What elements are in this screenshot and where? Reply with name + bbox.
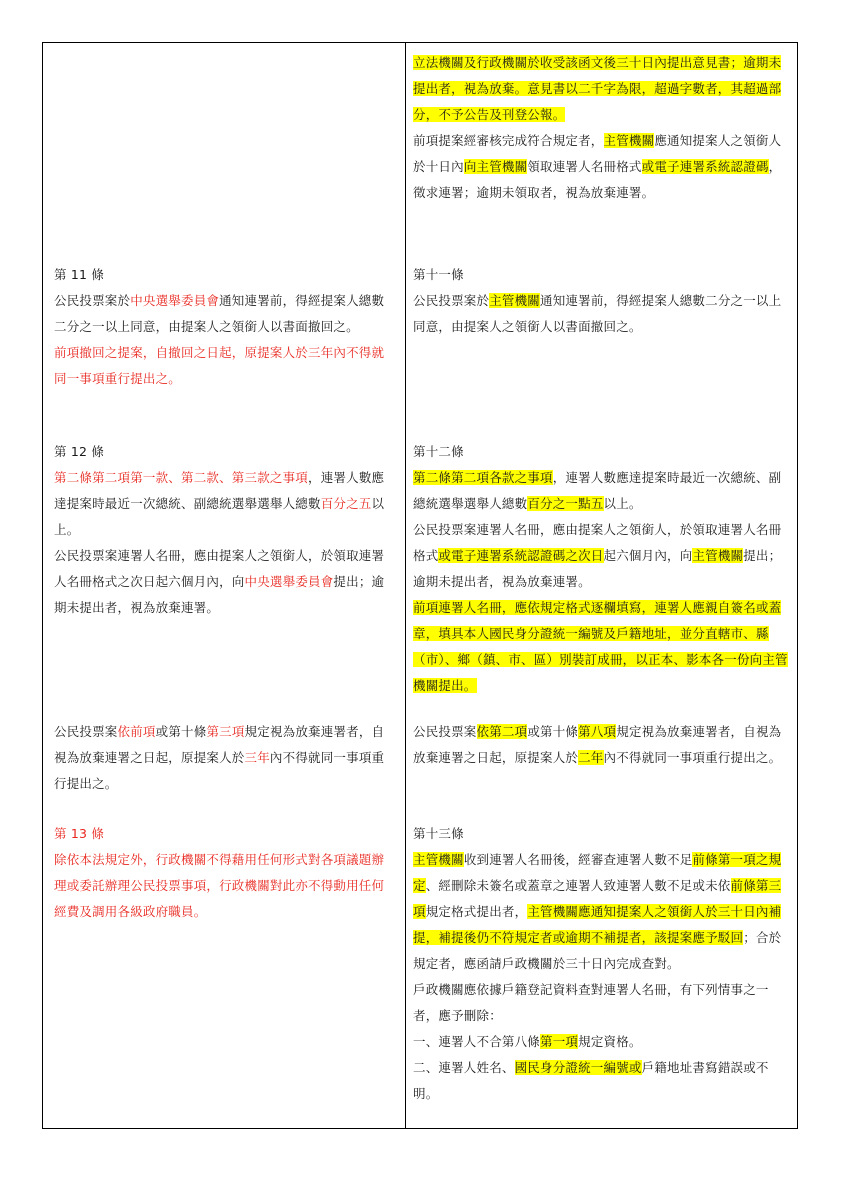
paragraph [54, 719, 393, 797]
text-run: 內不得就同一事項重行提出之。 [54, 750, 385, 791]
paragraph [413, 821, 789, 847]
text-run: 以上。 [54, 496, 385, 537]
text-run: 以上。 [603, 496, 642, 511]
highlighted-text: 百分之一點五 [527, 496, 604, 511]
paragraph [54, 288, 393, 340]
text-run: 通知連署前，得經提案人總數二分之一以上同意，由提案人之領銜人以書面撤回之。 [413, 293, 782, 334]
deleted-text: 中央選舉委員會 [130, 293, 220, 308]
paragraph [54, 262, 393, 288]
highlighted-text: 第二條第二項各款之事項 [413, 470, 553, 485]
highlighted-text: 依第二項 [476, 724, 528, 739]
text-run: 內不得就同一事項重行提出之。 [603, 750, 782, 765]
paragraph [54, 821, 393, 847]
highlighted-text: 主管機關 [692, 548, 744, 563]
text-run: 一、連署人不合第八條 [413, 1034, 541, 1049]
paragraph [413, 1055, 789, 1107]
highlighted-text: 主管機關 [603, 133, 655, 148]
text-run: 或第十條 [155, 724, 207, 739]
text-run: 、經刪除未簽名或蓋章之連署人致連署人數不足或未依 [425, 878, 731, 893]
text-run: 應通知提案人之領銜人於十日內 [413, 133, 782, 174]
highlighted-text: 前條第三項 [413, 878, 782, 919]
text-run: 通知連署前，得經提案人總數二分之一以上同意，由提案人之領銜人以書面撤回之。 [54, 293, 385, 334]
paragraph [54, 340, 393, 392]
highlighted-text: 第一項 [540, 1034, 579, 1049]
paragraph [413, 50, 789, 128]
text-run: 起六個月內，向 [603, 548, 693, 563]
paragraph [413, 847, 789, 977]
text-run: 提出；逾期未提出者，視為放棄連署。 [54, 574, 385, 615]
article-block-l12b [43, 719, 405, 797]
article-block-r10 [406, 50, 797, 206]
text-run: 二、連署人姓名、 [413, 1060, 515, 1075]
text-run: ，徵求連署；逾期未領取者，視為放棄連署。 [413, 159, 782, 200]
highlighted-text: 向主管機關 [463, 159, 528, 174]
article-block-l11 [43, 262, 405, 392]
text-run: 規定格式提出者， [425, 904, 528, 919]
text-run: 領取連署人名冊格式 [527, 159, 642, 174]
article-block-r12 [406, 439, 797, 699]
paragraph [54, 439, 393, 465]
highlighted-text: 前條第一項之規定 [413, 852, 782, 893]
deleted-text: 依前項 [117, 724, 156, 739]
text-run: ；合於規定者，應函請戶政機關於三十日內完成查對。 [413, 930, 782, 971]
text-run: 公民投票案連署人名冊，應由提案人之領銜人，於領取連署人名冊格式之次日起六個月內，向 [54, 548, 385, 589]
text-run: 收到連署人名冊後，經審查連署人數不足 [463, 852, 693, 867]
paragraph [54, 847, 393, 925]
highlighted-text: 主管機關 [489, 293, 541, 308]
text-run: 第 12 條 [54, 444, 105, 459]
article-block-l13 [43, 821, 405, 925]
highlighted-text: 或電子連署系統認證碼之次日 [438, 548, 604, 563]
text-run: 前項提案經審核完成符合規定者， [413, 133, 604, 148]
highlighted-text: 主管機關應通知提案人之領銜人於三十日內補提，補提後仍不符規定者或逾期不補提者，該提案應予駁回 [413, 904, 782, 945]
text-run: 戶籍地址書寫錯誤或不明。 [413, 1060, 769, 1101]
paragraph [413, 977, 789, 1029]
paragraph [54, 543, 393, 621]
highlighted-text: 前項連署人名冊，應依規定格式逐欄填寫，連署人應親自簽名或蓋章，填具本人國民身分證統一編號及戶籍地址，並分直轄市、縣（市）、鄉（鎮、市、區）別裝訂成冊，以正本、影本各一份向主管機關提出。 [413, 600, 788, 693]
paragraph [413, 1029, 789, 1055]
paragraph [413, 262, 789, 288]
text-run: 公民投票案 [54, 724, 118, 739]
text-run: 公民投票案連署人名冊，應由提案人之領銜人，於領取連署人名冊格式 [413, 522, 782, 563]
article-block-r13 [406, 821, 797, 1107]
paragraph [413, 595, 789, 699]
deleted-text: 百分之五 [320, 496, 372, 511]
text-run: 提出；逾期未提出者，視為放棄連署。 [413, 548, 782, 589]
article-block-l12 [43, 439, 405, 621]
text-run: ，連署人數應達提案時最近一次總統、副總統選舉選舉人總數 [413, 470, 782, 511]
text-run: 規定視為放棄連署者，自視為放棄連署之日起，原提案人於 [54, 724, 385, 765]
highlighted-text: 主管機關 [413, 852, 464, 867]
text-run: 第十三條 [413, 826, 464, 841]
text-run: 第十二條 [413, 444, 464, 459]
deleted-text: 前項撤回之提案，自撤回之日起，原提案人於三年內不得就同一事項重行提出之。 [54, 345, 385, 386]
paragraph [413, 719, 789, 771]
text-run: 規定資格。 [578, 1034, 642, 1049]
highlighted-text: 立法機關及行政機關於收受該函文後三十日內提出意見書；逾期未提出者，視為放棄。意見書以二千字為限，超過字數者，其超過部分，不予公告及刊登公報。 [413, 55, 782, 122]
paragraph [413, 517, 789, 595]
paragraph [413, 128, 789, 206]
text-run: 第 11 條 [54, 267, 105, 282]
paragraph [413, 465, 789, 517]
text-run: 第十一條 [413, 267, 464, 282]
deleted-text: 中央選舉委員會 [244, 574, 334, 589]
highlighted-text: 二年 [578, 750, 604, 765]
highlighted-text: 國民身分證統一編號或 [514, 1060, 642, 1075]
text-run: 公民投票案於 [54, 293, 131, 308]
text-run: 公民投票案於 [413, 293, 490, 308]
text-run: ，連署人數應達提案時最近一次總統、副總統選舉選舉人總數 [54, 470, 385, 511]
article-block-r12b [406, 719, 797, 771]
article-block-r11 [406, 262, 797, 340]
text-run: 規定視為放棄連署者，自視為放棄連署之日起，原提案人於 [413, 724, 782, 765]
paragraph [413, 288, 789, 340]
deleted-text: 第三項 [206, 724, 245, 739]
deleted-text: 第二條第二項第一款、第二款、第三款之事項 [54, 470, 309, 485]
text-run: 公民投票案 [413, 724, 477, 739]
highlighted-text: 第八項 [578, 724, 617, 739]
highlighted-text: 或電子連署系統認證碼 [641, 159, 769, 174]
deleted-text: 除依本法規定外，行政機關不得藉用任何形式對各項議題辦理或委託辦理公民投票事項，行政機關對此亦不得動用任何經費及調用各級政府職員。 [54, 852, 385, 919]
deleted-text: 三年 [244, 750, 270, 765]
deleted-text: 第 13 條 [54, 826, 105, 841]
comparison-table [42, 42, 798, 1129]
paragraph [413, 439, 789, 465]
text-run: 或第十條 [527, 724, 579, 739]
paragraph [54, 465, 393, 543]
text-run: 戶政機關應依據戶籍登記資料查對連署人名冊，有下列情事之一者，應予刪除： [413, 982, 769, 1023]
